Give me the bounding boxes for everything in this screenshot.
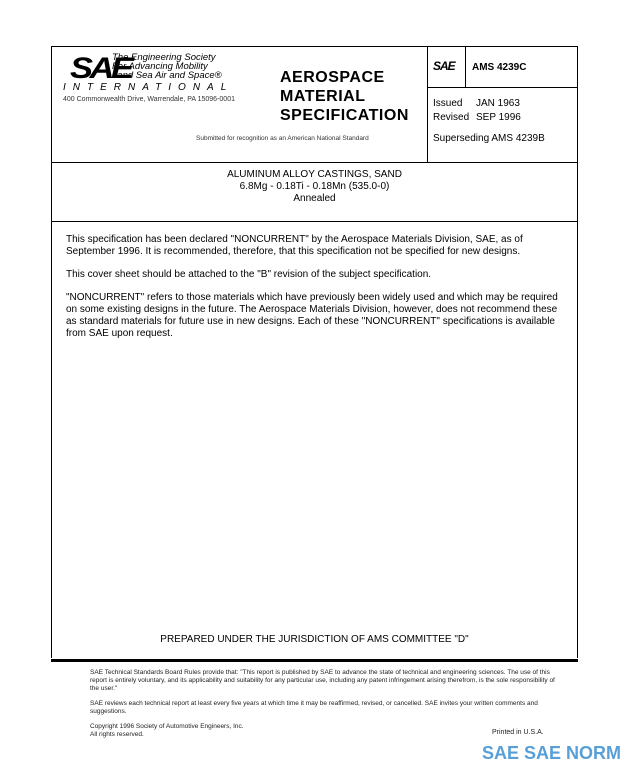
tagline-line: The Engineering Society	[112, 52, 216, 63]
superseding: Superseding AMS 4239B	[433, 133, 545, 144]
tagline-line: For Advancing Mobility	[112, 61, 208, 72]
divider	[427, 46, 428, 162]
watermark-logo: SAE SAE NORM	[482, 743, 621, 763]
paragraph: This cover sheet should be attached to the "B" revision of the subject specification.	[66, 269, 432, 280]
doc-type-line: AEROSPACE	[280, 69, 385, 86]
body-text	[66, 234, 566, 351]
tagline-line: Land Sea Air and Space®	[112, 70, 222, 81]
address: 400 Commonwealth Drive, Warrendale, PA 15096-0001	[63, 96, 235, 103]
paragraph: "NONCURRENT" refers to those materials which have previously been widely used and which may be required on some existing designs in the future. The Aerospace Materials Division, however, does not recommend these as standard materials for future use in new designs. Each of these "NONCURRENT" specifications is available from SAE upon request.	[66, 292, 558, 339]
tagline	[112, 53, 222, 80]
revised-value: SEP 1996	[476, 112, 521, 123]
revised-label: Revised	[433, 112, 470, 123]
printed-in: Printed in U.S.A.	[492, 729, 544, 736]
doc-type-line: MATERIAL	[280, 88, 366, 105]
sae-logo: SAE	[70, 52, 131, 85]
prepared-statement: PREPARED UNDER THE JURISDICTION OF AMS COMMITTEE "D"	[160, 634, 469, 645]
spec-number: AMS 4239C	[472, 62, 527, 73]
footer-notes	[90, 669, 555, 739]
divider	[51, 162, 578, 163]
copyright: Copyright 1996 Society of Automotive Engineers, Inc.	[90, 723, 244, 730]
issued-label: Issued	[433, 98, 463, 109]
footer-paragraph: SAE Technical Standards Board Rules provide that: "This report is published by SAE to advance the state of technical and engineering sciences. The use of this report is entirely voluntary, and its applicability and suitability for any particular use, including any patent infringement arising therefrom, is the sole responsibility of the user."	[90, 669, 555, 692]
paragraph: This specification has been declared "NONCURRENT" by the Aerospace Materials Division, SAE, as of September 1996. It is recommended, therefore, that this specification not be specified for new designs.	[66, 234, 523, 257]
doc-type-line: SPECIFICATION	[280, 107, 409, 124]
spec-title	[51, 169, 578, 205]
submitted-note: Submitted for recognition as an American National Standard	[196, 135, 369, 142]
title-line: ALUMINUM ALLOY CASTINGS, SAND	[227, 169, 402, 180]
international-label: INTERNATIONAL	[63, 82, 234, 93]
dates	[433, 97, 521, 125]
footer-paragraph: SAE reviews each technical report at least every five years at which time it may be reaffirmed, revised, or cancelled. SAE invites your written comments and suggestions.	[90, 700, 538, 715]
title-line: 6.8Mg - 0.18Ti - 0.18Mn (535.0-0)	[239, 181, 390, 192]
footer-rule	[51, 659, 578, 662]
divider	[465, 46, 466, 87]
doc-type-title	[280, 68, 409, 125]
rights: All rights reserved.	[90, 731, 144, 738]
title-line: Annealed	[293, 193, 336, 204]
divider	[51, 221, 578, 222]
sae-small-logo: SAE	[433, 59, 455, 73]
divider	[427, 87, 578, 88]
issued-value: JAN 1963	[476, 98, 520, 109]
